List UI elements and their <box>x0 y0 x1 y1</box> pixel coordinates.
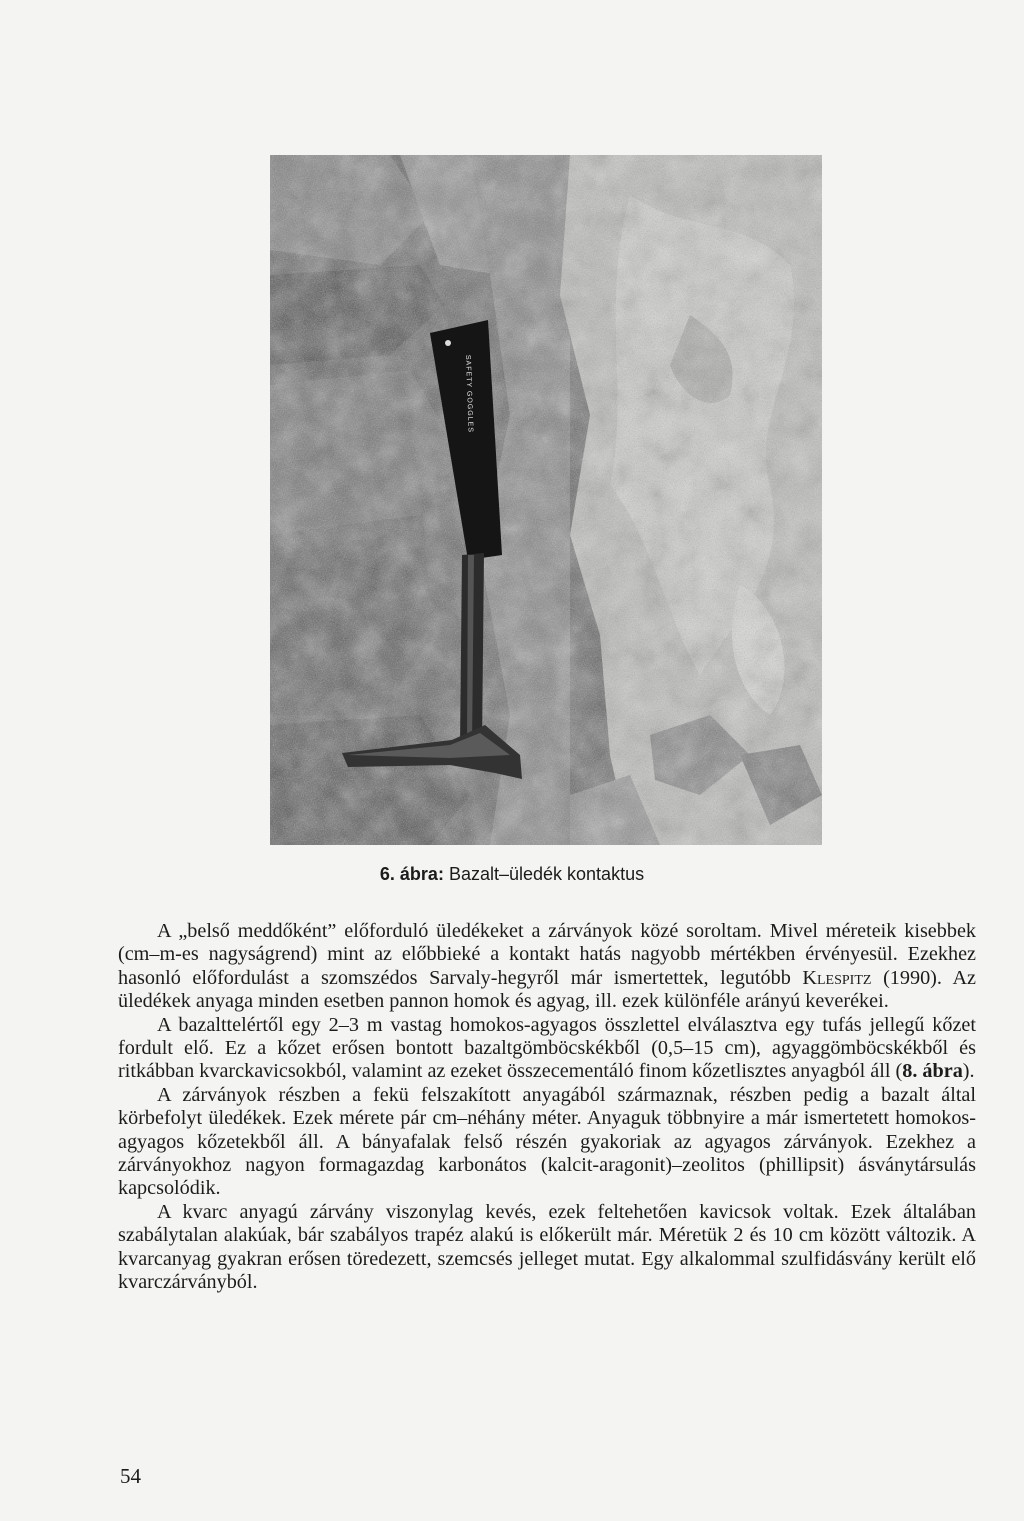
text-segment: Klespitz <box>802 966 872 989</box>
text-segment: A „belső meddőként” előforduló üledékeket a zárványok közé soroltam. Mivel méreteik kisebbek (cm–m-es nagyságrend) mint az előbbieké a kontakt hatás nagyobb mértékben érvényesül. Ezekhez hasonló előfordulást a szomszédos Sarvaly-hegyről már ismertettek, legutóbb <box>118 920 976 989</box>
paragraph <box>118 1084 976 1201</box>
paragraph <box>118 1014 976 1084</box>
figure-caption <box>0 863 1024 885</box>
text-segment: 8. ábra <box>902 1060 963 1083</box>
body-text <box>118 920 976 1295</box>
text-segment: ). <box>962 1060 975 1083</box>
basalt-sediment-photo <box>270 155 822 845</box>
text-segment: (1990). Az üledékek anyaga minden esetben pannon homok és agyag, ill. ezek különféle arányú keverékei. <box>118 966 976 1013</box>
paragraph <box>118 1201 976 1295</box>
figure-label: 6. ábra: <box>379 864 444 884</box>
figure-title: Bazalt–üledék kontaktus <box>448 864 645 884</box>
paragraph <box>118 920 976 1014</box>
text-segment: A kvarc anyagú zárvány viszonylag kevés, ezek feltehetően kavicsok voltak. Ezek általában szabálytalan alakúak, bár szabályos trapéz alakú is előkerült már. Méretük 2 és 10 cm között változik. A kvarcanyag gyakran erősen töredezett, szemcsés jelleget mutat. Egy alkalommal szulfidásvány került elő kvarczárványból. <box>118 1200 976 1294</box>
figure-photo <box>270 155 822 845</box>
text-segment: A zárványok részben a fekü felszakított anyagából származnak, részben pedig a bazalt által körbefolyt üledékek. Ezek mérete pár cm–néhány méter. Anyaguk többnyire a már ismertetett homokos-agyagos kőzetekből áll. A bányafalak felső részén gyakoriak az agyagos zárványok. Ezekhez a zárványokhoz nagyon formagazdag karbonátos (kalcit-aragonit)–zeolitos (phillipsit) ásványtársulás kapcsolódik. <box>118 1083 976 1200</box>
text-segment: A bazalttelértől egy 2–3 m vastag homokos-agyagos összlettel elválasztva egy tufás jellegű kőzet fordult elő. Ez a kőzet erősen bontott bazaltgömböcskékből (0,5–15 cm), agyaggömböcskékből és ritkábban kvarckavicsokból, valamint az ezeket összecementáló finom kőzetlisztes anyagból áll ( <box>118 1013 976 1083</box>
page-number: 54 <box>120 1464 141 1488</box>
hammer-label: SAFETY GOGGLES <box>464 354 474 434</box>
